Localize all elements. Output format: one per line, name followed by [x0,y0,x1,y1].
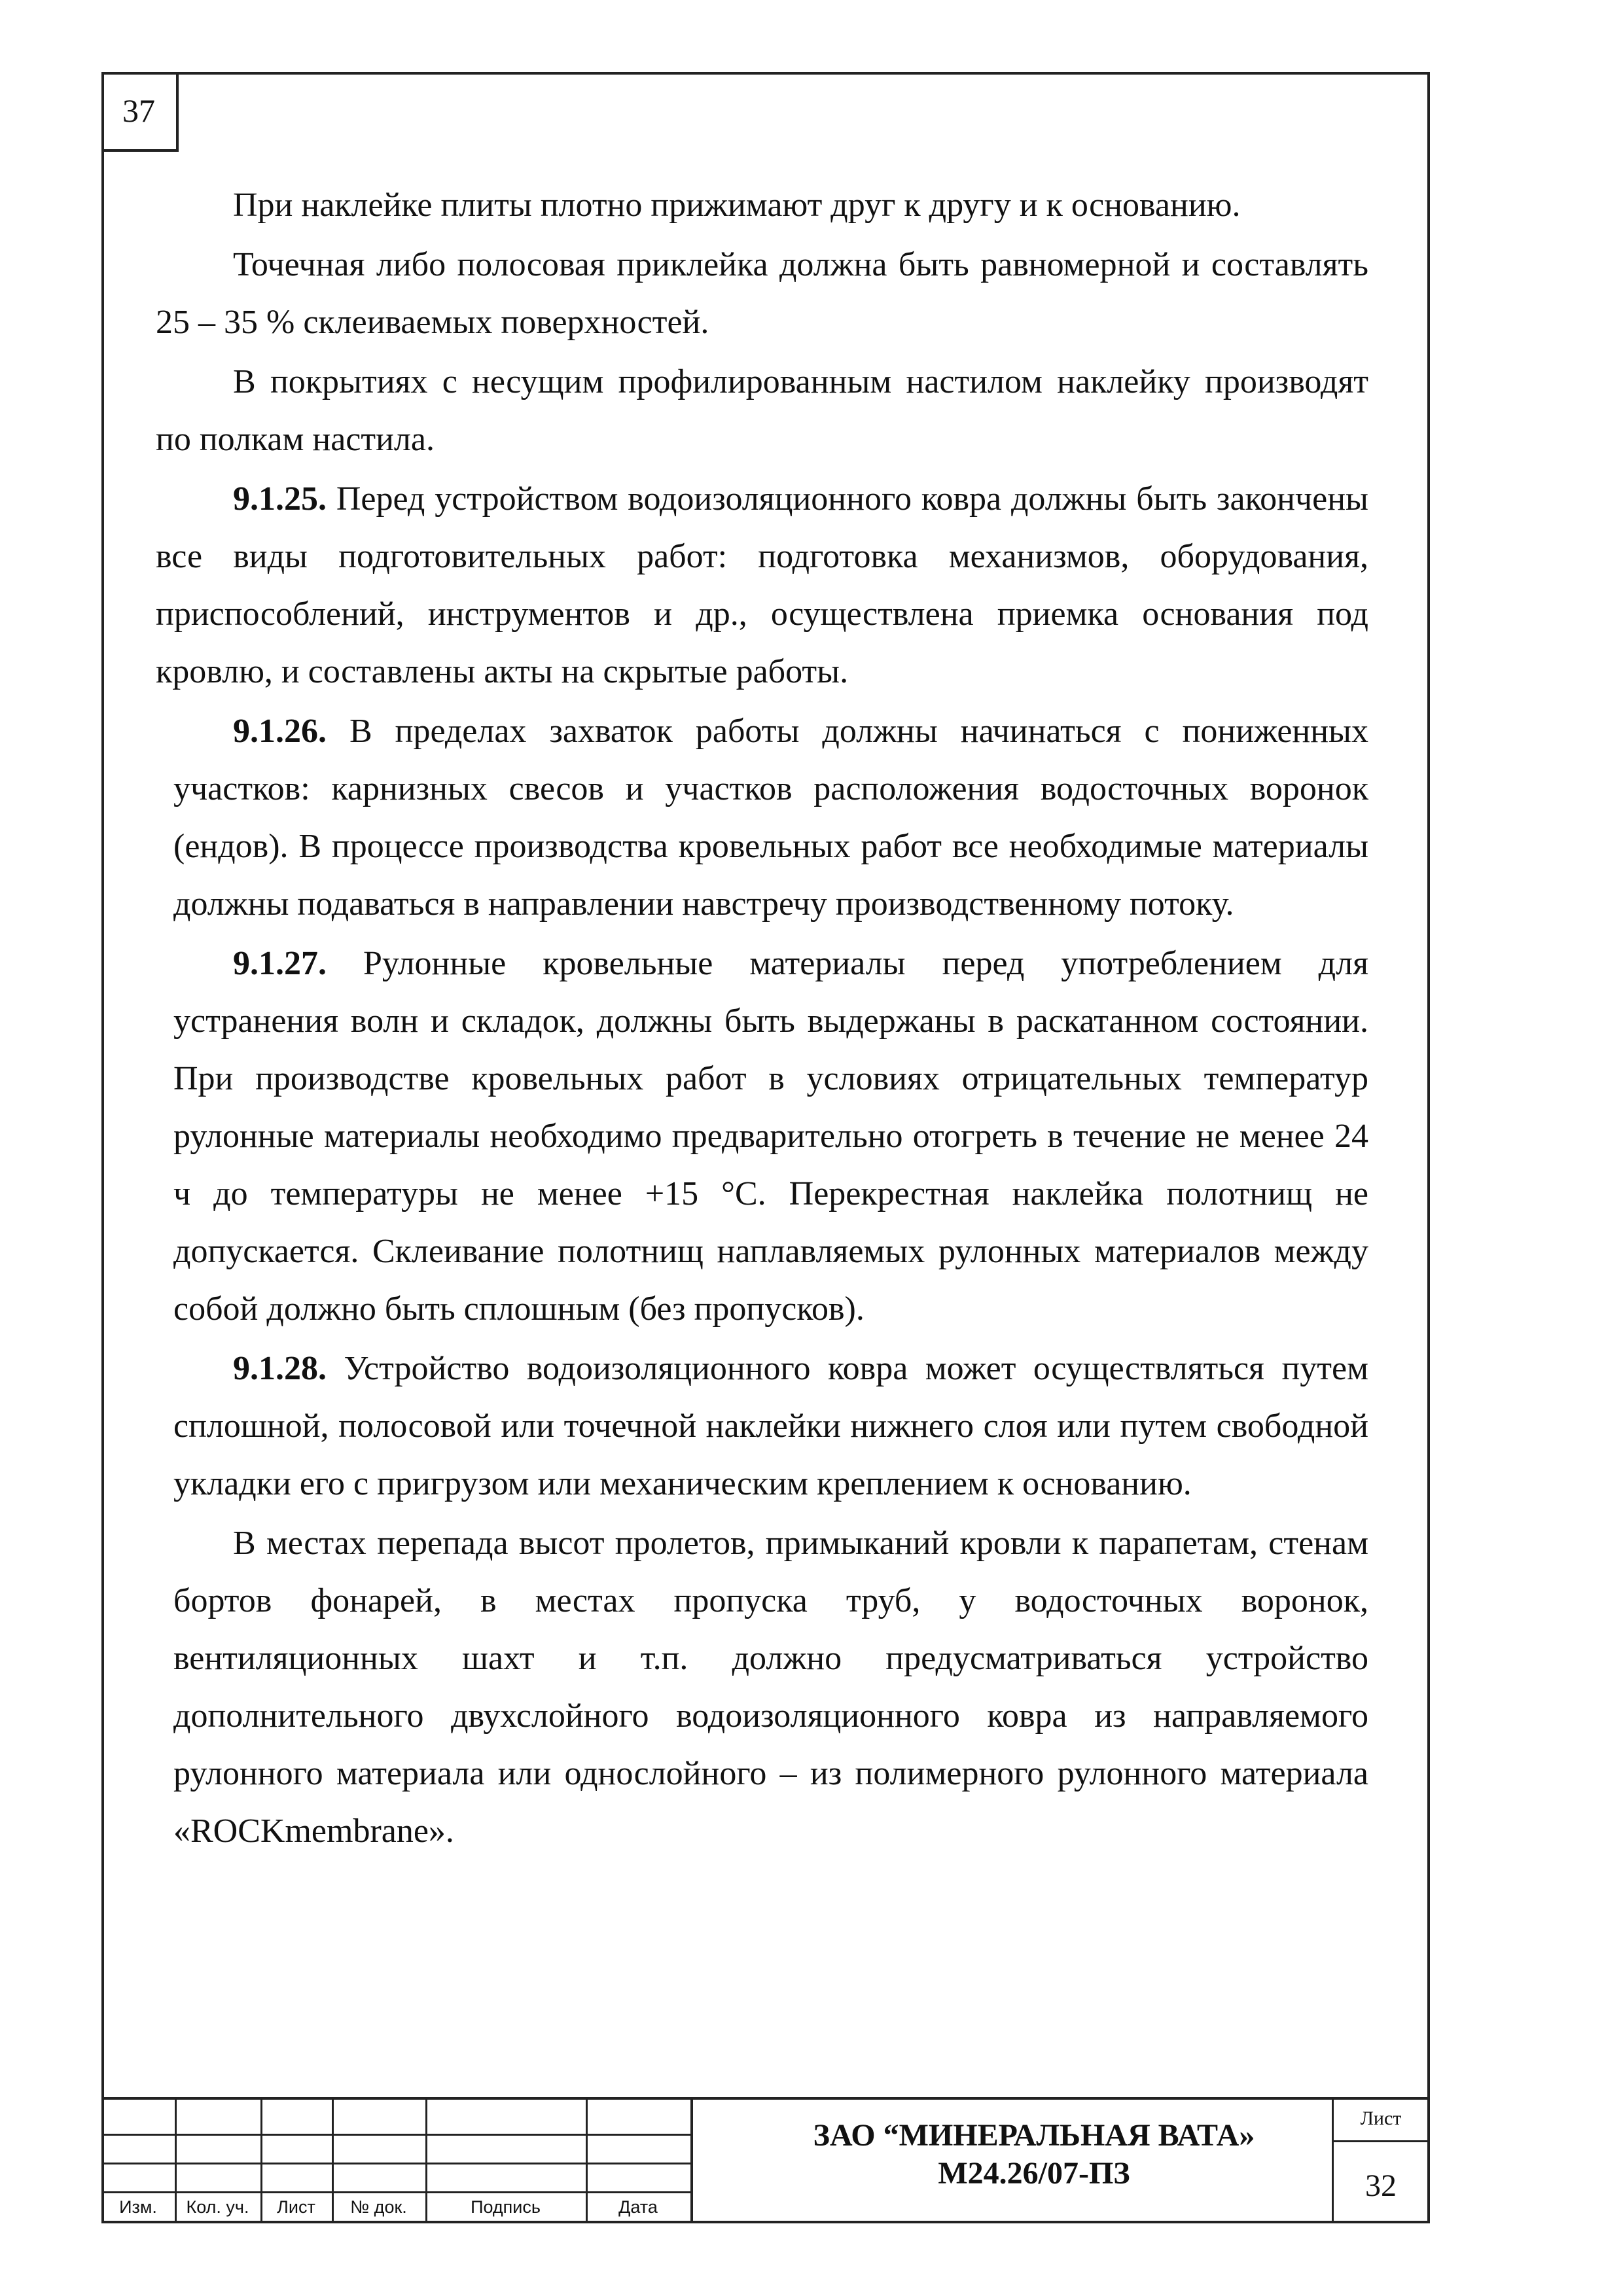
paragraph-final: В местах перепада высот пролетов, примыканий кровли к парапетам, стенам бортов фонарей, в местах пропуска труб, у водосточных воронок, вентиляционных шахт и т.п. должно предусматриваться устройство дополнительного двухслойного водоизоляционного ковра из направляемого рулонного материала или однослойного – из полимерного рулонного материала «ROCKmembrane». [173,1525,1368,1850]
paragraph-1: При наклейке плиты плотно прижимают друг к другу и к основанию. [233,186,1241,224]
clause-number: 9.1.27. [233,945,327,982]
stamp-company [690,2117,1378,2193]
sheet-number: 32 [1365,2168,1397,2203]
clause-number: 9.1.25. [233,480,327,518]
stamp-col-kol-uch: Кол. уч. [186,2197,249,2217]
document-code: М24.26/07-ПЗ [938,2156,1130,2191]
paragraph-9-1-27: 9.1.27. Рулонные кровельные материалы перед употреблением для устранения волн и складок, должны быть выдержаны в раскатанном состоянии. При производстве кровельных работ в условиях отрицательных температур рулонные материалы необходимо предварительно отогреть в течение не менее 24 ч до температуры не менее +15 °С. Перекрестная наклейка полотнищ не допускается. Склеивание полотнищ наплавляемых рулонных материалов между собой должно быть сплошным (без пропусков). [173,945,1368,1328]
stamp-col-signature: Подпись [471,2197,541,2217]
corner-page-number: 37 [101,72,179,152]
stamp-col-date: Дата [618,2197,658,2217]
paragraph-3: В покрытиях с несущим профилированным настилом наклейку производят по полкам настила. [156,363,1368,458]
paragraph-9-1-26: 9.1.26. В пределах захваток работы должны начинаться с пониженных участков: карнизных свесов и участков расположения водосточных воронок (ендов). В процессе производства кровельных работ все необходимые материалы должны подаваться в направлении навстречу производственному потоку. [173,713,1368,923]
stamp-col-list: Лист [277,2197,315,2217]
sheet-label: Лист [1360,2108,1402,2129]
stamp-col-izm: Изм. [119,2197,157,2217]
clause-number: 9.1.28. [233,1350,327,1387]
company-name: ЗАО “МИНЕРАЛЬНАЯ ВАТА» [813,2118,1255,2153]
body-text [156,177,1368,1860]
title-block [101,2097,1430,2223]
clause-number: 9.1.26. [233,713,327,750]
paragraph-9-1-25: 9.1.25. Перед устройством водоизоляционного ковра должны быть закончены все виды подготовительных работ: подготовка механизмов, оборудования, приспособлений, инструментов и др., осуществлена приемка основания под кровлю, и составлены акты на скрытые работы. [156,480,1368,690]
paragraph-2: Точечная либо полосовая приклейка должна быть равномерной и составлять 25 – 35 % склеиваемых поверхностей. [156,246,1368,341]
paragraph-9-1-28: 9.1.28. Устройство водоизоляционного ковра может осуществляться путем сплошной, полосовой или точечной наклейки нижнего слоя или путем свободной укладки его с пригрузом или механическим креплением к основанию. [173,1350,1368,1502]
stamp-col-doc-no: № док. [350,2197,407,2217]
